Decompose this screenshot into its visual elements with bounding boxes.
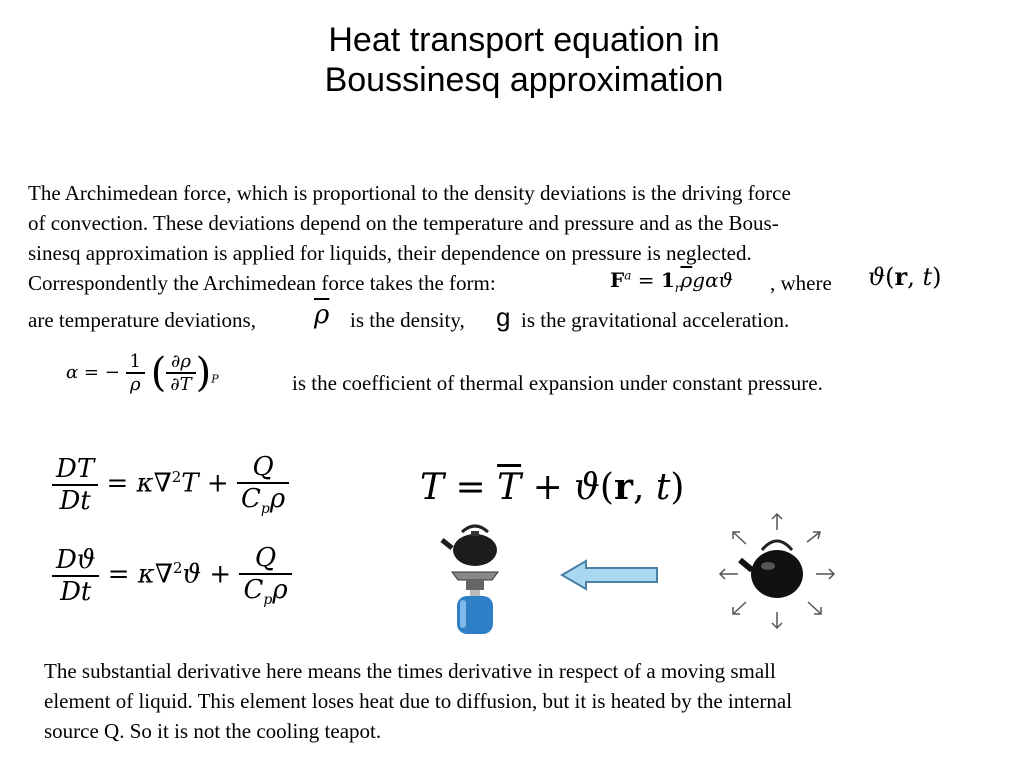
- page-title: Heat transport equation in Boussinesq approximation: [324, 21, 724, 99]
- temperature-deviation-formula: ϑ(r, t): [868, 262, 942, 291]
- para2-line2: element of liquid. This element loses heat due to diffusion, but it is heated by the internal: [44, 689, 793, 713]
- teapot-on-burner-image: [440, 520, 510, 640]
- gas-burner-icon: [452, 572, 498, 590]
- para1-line3: sinesq approximation is applied for liquids, their dependence on pressure is neglected.: [28, 241, 752, 265]
- para1-line1: The Archimedean force, which is proportional to the density deviations is the driving force: [28, 181, 791, 205]
- alpha-description: is the coefficient of thermal expansion under constant pressure.: [292, 371, 823, 395]
- para1-line5b: is the density,: [350, 308, 465, 332]
- gas-canister-icon: [457, 590, 493, 634]
- teapot-icon: [740, 541, 803, 598]
- para2-line1: The substantial derivative here means the times derivative in respect of a moving small: [44, 659, 776, 683]
- heat-equation-T: $\frac{DT}{Dt}$ = κ∇$^2$T + $\frac{Q}{C_p\rho}$: [52, 452, 289, 517]
- archimedean-force-formula: $F^a = 1_r\overline{\rho}g\alpha ϑ$: [610, 268, 733, 295]
- para1-line2: of convection. These deviations depend on the temperature and pressure and as the Bous-: [28, 211, 779, 235]
- temperature-decomposition-formula: $T = \overline{T} + ϑ(r$, t): [420, 466, 685, 508]
- para2-line3: source Q. So it is not the cooling teapot.: [44, 719, 382, 743]
- teapot-icon: [442, 526, 497, 566]
- heat-equation-theta: $\frac{Dϑ}{Dt}$ = κ∇$^2$ϑ + $\frac{Q}{C_p\overline{\rho}}$: [52, 543, 292, 608]
- gravity-symbol: g: [496, 302, 511, 332]
- para1-line4: Correspondently the Archimedean force takes the form:: [28, 271, 496, 295]
- para1-line5a: are temperature deviations,: [28, 308, 256, 332]
- para1-line5c: is the gravitational acceleration.: [521, 308, 790, 332]
- left-arrow-icon: [560, 558, 660, 592]
- alpha-definition-formula: α = − $\frac{1}{\rho}$ ( $\frac{\partial\rho}{\partial T}$ )$_P$: [66, 350, 219, 396]
- cooling-teapot-image: [712, 510, 842, 630]
- mean-density-symbol: $\overline{\rho}$: [314, 300, 330, 330]
- para1-where: , where: [770, 271, 832, 295]
